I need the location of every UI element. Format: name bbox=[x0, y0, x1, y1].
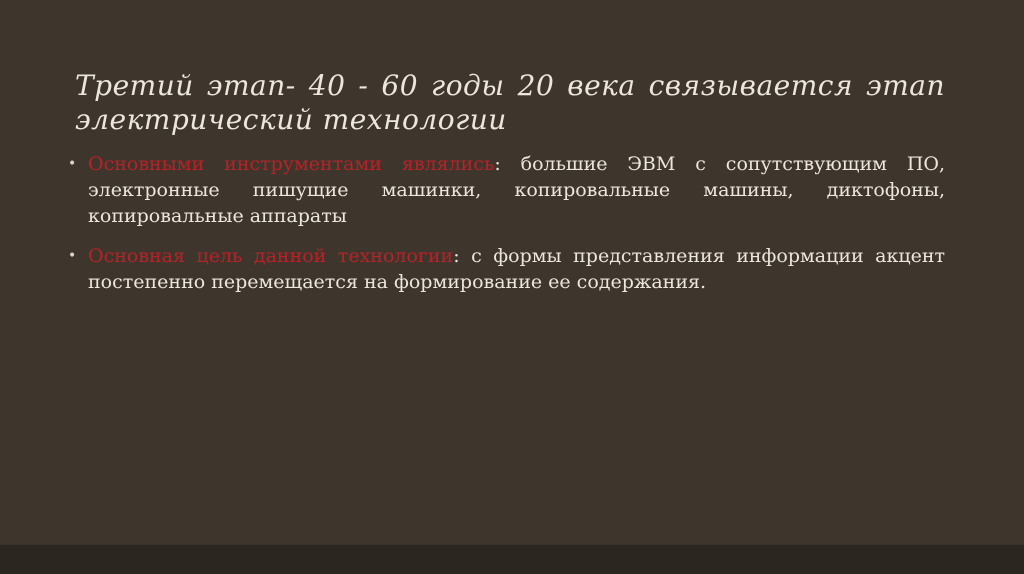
bullet-marker: • bbox=[68, 156, 77, 172]
bullet-text-line: постепенно перемещается на формирование ее содержания. bbox=[88, 271, 707, 293]
bullet-text: с формы представления информации акцент bbox=[459, 245, 946, 267]
bullet-lead-text: Основными инструментами являлись bbox=[88, 153, 495, 175]
bullet-text-line: копировальные аппараты bbox=[88, 205, 347, 227]
bullet-text-line bbox=[88, 151, 945, 177]
slide-body bbox=[67, 151, 945, 309]
bullet-item bbox=[67, 243, 945, 295]
bullet-text-line: электронные пишущие машинки, копировальные машины, диктофоны, bbox=[88, 179, 945, 201]
bullet-item bbox=[67, 151, 945, 229]
bullet-lead-text: Основная цель данной технологии bbox=[88, 245, 454, 267]
slide-footer-band bbox=[0, 544, 1024, 574]
bullet-separator: : bbox=[453, 245, 460, 267]
bullet-text: большие ЭВМ с сопутствующим ПО, bbox=[500, 153, 946, 175]
bullet-separator: : bbox=[494, 153, 501, 175]
bullet-text-line bbox=[88, 243, 945, 269]
bullet-marker: • bbox=[68, 248, 77, 264]
slide-title bbox=[75, 69, 945, 137]
slide-title-line: электрический технологии bbox=[75, 103, 507, 136]
slide-title-line: Третий этап- 40 - 60 годы 20 века связывается этап bbox=[75, 69, 945, 102]
